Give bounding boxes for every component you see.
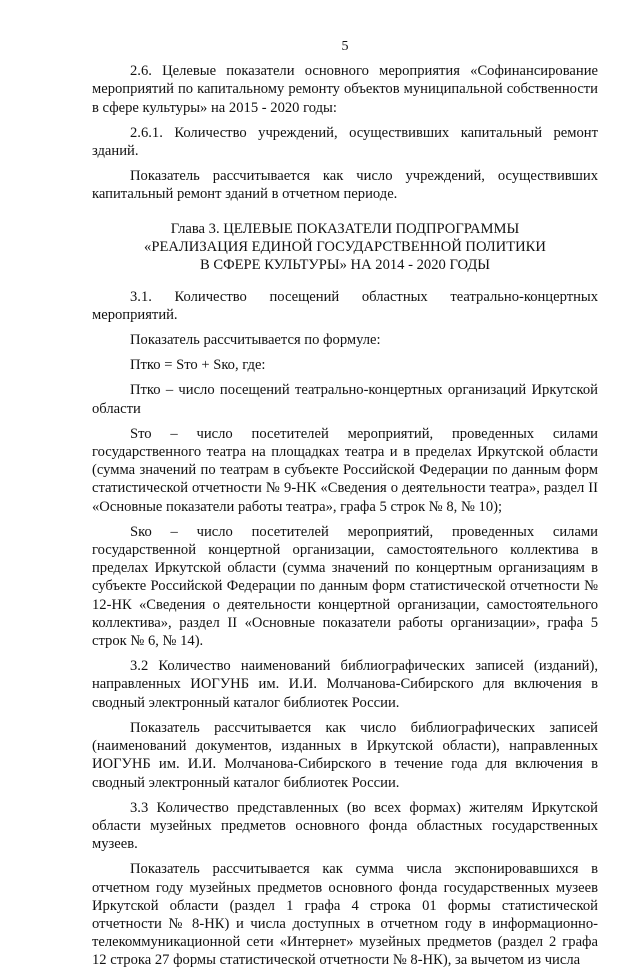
- paragraph-2-6-1: 2.6.1. Количество учреждений, осуществивших капитальный ремонт зданий.: [92, 124, 598, 160]
- paragraph-3-3: 3.3 Количество представленных (во всех формах) жителям Иркутской области музейных предметов основного фонда областных государственных музеев.: [92, 799, 598, 853]
- paragraph-ptko-def: Птко – число посещений театрально-концертных организаций Иркутской области: [92, 382, 598, 417]
- chapter-title: [92, 220, 598, 274]
- paragraph-3-3-calc: Показатель рассчитывается как сумма числа экспонировавшихся в отчетном году музейных предметов основного фонда государственных музеев Иркутской области (раздел 1 графа 4 строка 01 формы статистической отчетности № 8-НК) и числа доступных в отчетном году в информационно-телекоммуникационной сети «Интернет» музейных предметов (раздел 2 графа 12 строка 27 формы статистической отчетности № 8-НК), за вычетом из числа: [92, 861, 598, 969]
- paragraph-2-6: 2.6. Целевые показатели основного мероприятия «Софинансирование мероприятий по капитальному ремонту объектов муниципальной собственности в сфере культуры» на 2015 - 2020 годы:: [92, 63, 598, 116]
- paragraph-indicator-calc: Показатель рассчитывается как число учреждений, осуществивших капитальный ремонт зданий в отчетном периоде.: [92, 168, 598, 203]
- paragraph-3-1: 3.1. Количество посещений областных театрально-концертных мероприятий.: [92, 288, 598, 323]
- chapter-title-line-1: Глава 3. ЦЕЛЕВЫЕ ПОКАЗАТЕЛИ ПОДПРОГРАММЫ: [170, 220, 520, 237]
- paragraph-3-2-calc: Показатель рассчитывается как число библиографических записей (наименований документов, изданных в Иркутской области), направленных ИОГУНБ им. И.И. Молчанова-Сибирского в течение года для включения в сводный электронный каталог библиотек России.: [92, 719, 598, 791]
- paragraph-formula: Птко = Sто + Sко, где:: [130, 357, 266, 374]
- chapter-title-line-3: В СФЕРЕ КУЛЬТУРЫ» НА 2014 - 2020 ГОДЫ: [199, 256, 491, 273]
- paragraph-sto-def: Sто – число посетителей мероприятий, проведенных силами государственного театра на площадках театра и в пределах Иркутской области (сумма значений по театрам в субъекте Российской Федерации по данным форм статистической отчетности № 9-НК «Сведения о деятельности театра», раздел II «Основные показатели работы театра», графа 5 строк № 8, № 10);: [92, 425, 598, 515]
- paragraph-formula-intro: Показатель рассчитывается по формуле:: [130, 332, 381, 349]
- page-number: 5: [341, 39, 349, 54]
- paragraph-sko-def: Sко – число посетителей мероприятий, проведенных силами государственной концертной организации, самостоятельного коллектива в пределах Иркутской области (сумма значений по концертным организациям в субъекте Российской Федерации по данным форм статистической отчетности № 12-НК «Сведения о деятельности концертной организации, самостоятельного коллектива», раздел II «Основные показатели работы организации», графа 5 строк № 6, № 14).: [92, 523, 598, 650]
- paragraph-3-2: 3.2 Количество наименований библиографических записей (изданий), направленных ИОГУНБ им. И.И. Молчанова-Сибирского для включения в сводный электронный каталог библиотек России.: [92, 658, 598, 711]
- chapter-title-line-2: «РЕАЛИЗАЦИЯ ЕДИНОЙ ГОСУДАРСТВЕННОЙ ПОЛИТИКИ: [144, 238, 546, 255]
